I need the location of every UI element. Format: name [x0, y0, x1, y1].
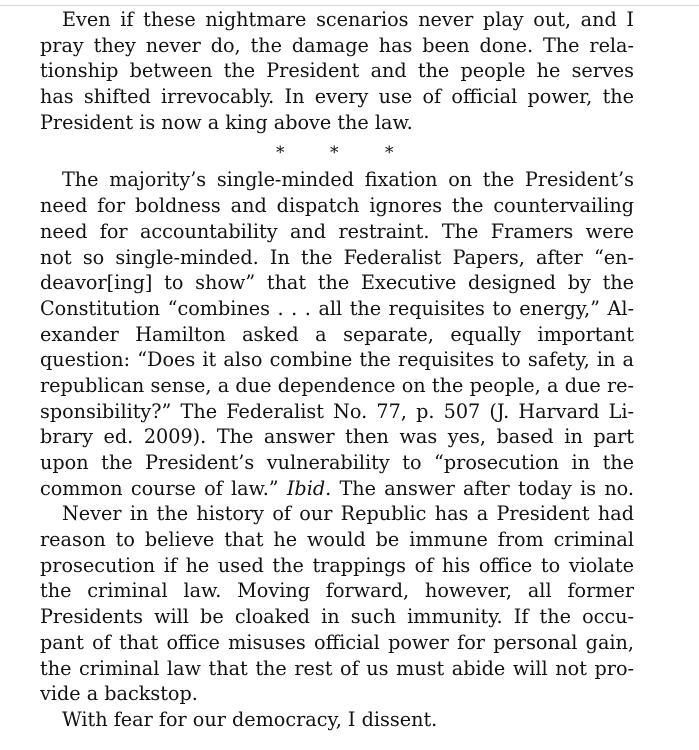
opinion-text: [40, 7, 634, 733]
text-line: the criminal law that the rest of us must abide will not pro-: [40, 656, 634, 680]
text-line: The majority’s single-minded fixation on the President’s: [62, 168, 634, 192]
paragraph-1: [40, 7, 634, 135]
ibid-citation: Ibid.: [286, 476, 332, 500]
text-line: vide a backstop.: [40, 682, 198, 706]
closing-line: With fear for our democracy, I dissent.: [62, 707, 438, 731]
text-line: need for accountability and restraint. The Framers were: [40, 219, 634, 243]
text-line: brary ed. 2009). The answer then was yes, based in part: [40, 425, 634, 449]
text-line: tionship between the President and the people he serves: [40, 59, 634, 83]
text-line: upon the President’s vulnerability to “prosecution in the: [40, 451, 634, 474]
text-line: question: “Does it also combine the requisites to safety, in a: [40, 348, 634, 372]
text-line: need for boldness and dispatch ignores the countervailing: [40, 194, 634, 218]
separator-asterisk: *: [385, 143, 394, 164]
text-segment: The answer after today is no.: [339, 476, 634, 500]
text-line-with-citation: [40, 476, 634, 502]
text-line: Never in the history of our Republic has a President had: [62, 502, 634, 526]
section-separator: [40, 135, 634, 167]
paragraph-2: [40, 167, 634, 501]
top-divider: [0, 5, 699, 6]
text-line: pray they never do, the damage has been done. The rela-: [40, 33, 634, 57]
text-line: exander Hamilton asked a separate, equally important: [40, 322, 634, 346]
text-line: republican sense, a due dependence on the people, a due re-: [40, 373, 634, 397]
paragraph-4: [40, 707, 634, 733]
paragraph-3: [40, 501, 634, 707]
text-line: reason to believe that he would be immune from criminal: [40, 528, 634, 552]
separator-asterisk: *: [330, 143, 339, 164]
text-line: pant of that office misuses official power for personal gain,: [40, 630, 634, 654]
text-line: not so single-minded. In the Federalist Papers, after “en-: [40, 245, 634, 269]
text-line: Constitution “combines . . . all the requisites to energy,” Al-: [40, 296, 634, 320]
separator-asterisk: *: [276, 143, 285, 164]
text-line: deavor[ing] to show” that the Executive designed by the: [40, 271, 634, 295]
text-line: President is now a king above the law.: [40, 110, 413, 134]
text-line: prosecution if he used the trappings of his office to violate: [40, 553, 634, 577]
text-line: Presidents will be cloaked in such immunity. If the occu-: [40, 605, 634, 629]
text-line: has shifted irrevocably. In every use of official power, the: [40, 85, 634, 109]
text-segment: common course of law.”: [40, 476, 279, 500]
text-line: the criminal law. Moving forward, however, all former: [40, 579, 634, 603]
text-line: Even if these nightmare scenarios never play out, and I: [62, 8, 634, 31]
text-line: sponsibility?” The Federalist No. 77, p. 507 (J. Harvard Li-: [40, 399, 634, 423]
